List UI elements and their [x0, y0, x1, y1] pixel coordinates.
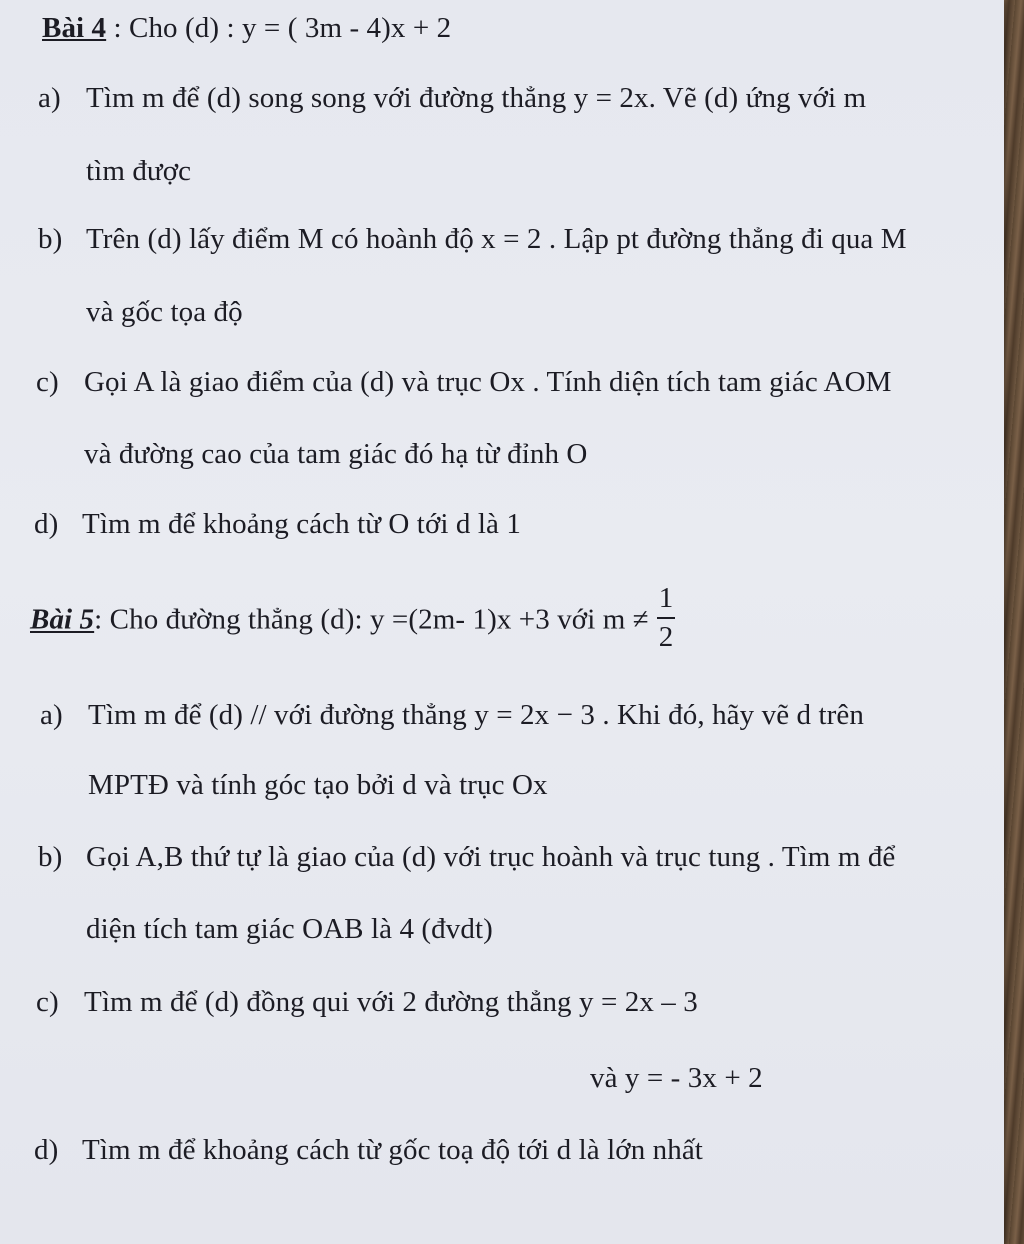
item-text: Tìm m để khoảng cách từ gốc toạ độ tới d là lớn nhất [82, 1134, 703, 1166]
bai5-item-c-cont: và y = - 3x + 2 [590, 1062, 763, 1094]
bai4-intro: : Cho (d) : y = ( 3m - 4)x + 2 [106, 12, 452, 44]
bai5-item-b-cont: diện tích tam giác OAB là 4 (đvdt) [86, 913, 493, 945]
bai4-item-a [38, 82, 866, 115]
bai4-item-c [36, 366, 892, 399]
item-label: c) [36, 366, 59, 398]
bai5-title-line [30, 582, 675, 656]
bai5-item-a [40, 699, 864, 732]
item-text: Tìm m để (d) đồng qui với 2 đường thẳng y = 2x – 3 [84, 986, 698, 1018]
bai4-item-c-cont: và đường cao của tam giác đó hạ từ đỉnh O [84, 438, 588, 470]
bai4-item-b [38, 223, 907, 256]
bai5-intro: : Cho đường thẳng (d): y =(2m- 1)x +3 với m ≠ [94, 603, 649, 636]
item-text: Tìm m để khoảng cách từ O tới d là 1 [82, 508, 521, 540]
bai5-item-d [34, 1134, 703, 1167]
fraction-denominator: 2 [658, 621, 674, 653]
item-text: Gọi A,B thứ tự là giao của (d) với trục hoành và trục tung . Tìm m để [86, 841, 896, 873]
bai5-item-a-cont: MPTĐ và tính góc tạo bởi d và trục Ox [88, 769, 548, 801]
bai4-item-d [34, 508, 521, 541]
item-label: d) [34, 508, 59, 540]
item-label: b) [38, 841, 63, 873]
bai5-item-b [38, 841, 895, 874]
item-text: Tìm m để (d) // với đường thẳng y = 2x − 3 . Khi đó, hãy vẽ d trên [88, 699, 864, 731]
item-label: b) [38, 223, 63, 255]
bai4-title-line [42, 12, 451, 45]
item-text: Tìm m để (d) song song với đường thẳng y = 2x. Vẽ (d) ứng với m [86, 82, 867, 114]
item-text: Gọi A là giao điểm của (d) và trục Ox . Tính diện tích tam giác AOM [84, 366, 892, 398]
bai4-heading: Bài 4 [42, 12, 107, 44]
item-label: d) [34, 1134, 59, 1166]
item-text: Trên (d) lấy điểm M có hoành độ x = 2 . Lập pt đường thẳng đi qua M [86, 223, 907, 255]
bai5-heading: Bài 5 [30, 603, 95, 636]
bai4-item-a-cont: tìm được [86, 155, 192, 187]
bai5-item-c [36, 986, 698, 1019]
item-label: a) [40, 699, 63, 731]
item-label: c) [36, 986, 59, 1018]
fraction-one-half [657, 584, 676, 652]
bai4-item-b-cont: và gốc tọa độ [86, 296, 243, 328]
item-label: a) [38, 82, 61, 114]
fraction-numerator: 1 [657, 584, 676, 619]
